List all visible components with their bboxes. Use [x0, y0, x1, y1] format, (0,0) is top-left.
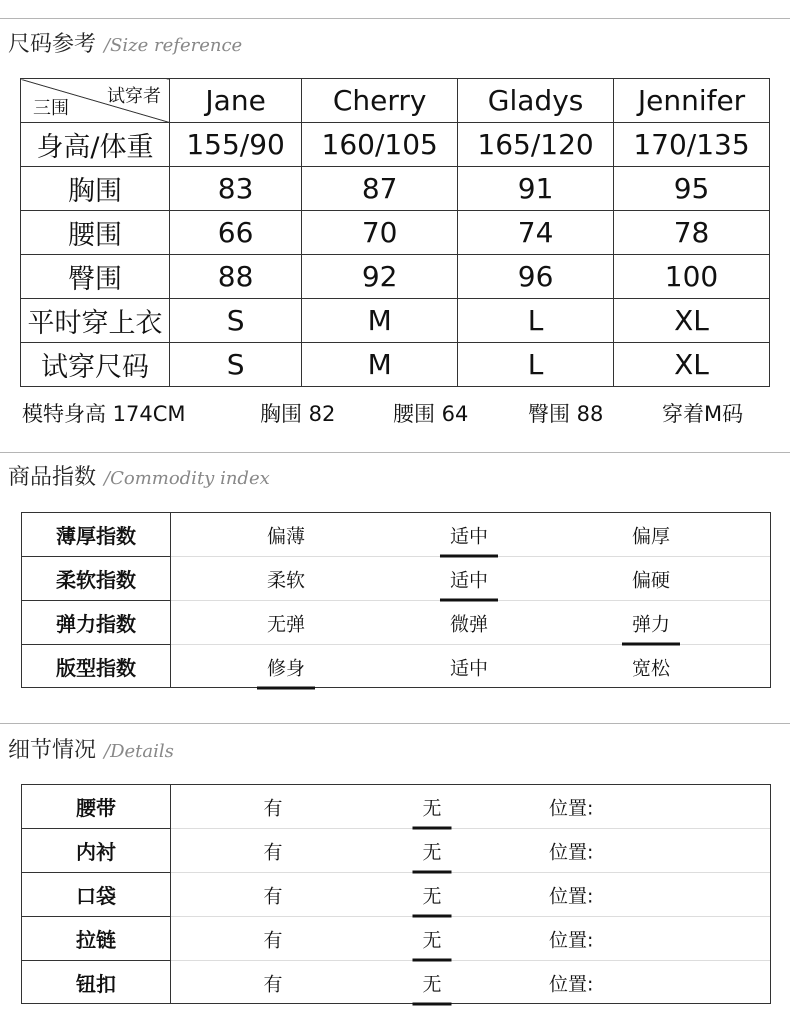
size-row-label: 平时穿上衣 — [21, 299, 170, 343]
commodity-option-selected: 弹力 — [632, 609, 670, 636]
details-position-label: 位置: — [549, 885, 594, 907]
size-table-header-row — [21, 79, 770, 123]
size-value: 66 — [170, 211, 302, 255]
size-value: XL — [614, 299, 770, 343]
details-options — [171, 829, 771, 873]
details-yes: 有 — [263, 885, 283, 907]
commodity-row-label: 版型指数 — [22, 645, 171, 689]
corner-top-label: 试穿者 — [107, 86, 161, 107]
details-options — [171, 785, 771, 829]
size-title-cn: 尺码参考 — [8, 32, 97, 57]
commodity-option-selected: 修身 — [267, 653, 305, 680]
commodity-option-selected: 适中 — [450, 521, 488, 548]
size-value: M — [302, 299, 458, 343]
size-title-en: /Size reference — [104, 35, 243, 56]
size-value: 91 — [458, 167, 614, 211]
size-value: 165/120 — [458, 123, 614, 167]
commodity-option: 无弹 — [266, 613, 306, 635]
commodity-section-title — [8, 460, 270, 491]
corner-bottom-label: 三围 — [33, 98, 69, 119]
details-row-label: 钮扣 — [22, 961, 171, 1005]
commodity-option: 偏硬 — [631, 569, 671, 591]
section-divider — [0, 452, 790, 453]
size-row-label: 腰围 — [21, 211, 170, 255]
details-position-label: 位置: — [549, 841, 594, 863]
details-no: 无 — [422, 925, 441, 952]
details-position-label: 位置: — [549, 929, 594, 951]
size-row-label: 胸围 — [21, 167, 170, 211]
commodity-row-label: 弹力指数 — [22, 601, 171, 645]
size-value: 88 — [170, 255, 302, 299]
section-divider — [0, 18, 790, 19]
size-value: 83 — [170, 167, 302, 211]
details-table — [22, 785, 770, 1004]
size-row-label: 试穿尺码 — [21, 343, 170, 387]
details-row — [22, 873, 770, 917]
commodity-row — [22, 601, 770, 645]
details-options — [171, 873, 771, 917]
model-name: Cherry — [302, 79, 458, 123]
commodity-option: 适中 — [449, 657, 489, 679]
size-row — [21, 211, 770, 255]
details-no: 无 — [422, 837, 441, 864]
size-value: XL — [614, 343, 770, 387]
details-title-cn: 细节情况 — [8, 738, 97, 763]
size-value: L — [458, 299, 614, 343]
details-options — [171, 917, 771, 961]
commodity-row-label: 薄厚指数 — [22, 513, 171, 557]
commodity-option: 微弹 — [449, 613, 489, 635]
commodity-option: 柔软 — [266, 569, 306, 591]
commodity-option: 偏薄 — [266, 525, 306, 547]
commodity-row — [22, 557, 770, 601]
size-row — [21, 123, 770, 167]
model-info — [22, 398, 772, 428]
details-title-en: /Details — [104, 741, 174, 762]
size-value: 95 — [614, 167, 770, 211]
details-no: 无 — [422, 969, 441, 996]
size-row-label: 臀围 — [21, 255, 170, 299]
details-options — [171, 961, 771, 1005]
section-divider — [0, 723, 790, 724]
details-yes: 有 — [263, 929, 283, 951]
commodity-options — [171, 601, 771, 645]
commodity-row-label: 柔软指数 — [22, 557, 171, 601]
details-row — [22, 917, 770, 961]
size-value: 70 — [302, 211, 458, 255]
commodity-option: 偏厚 — [631, 525, 671, 547]
size-row — [21, 167, 770, 211]
model-waist: 腰围 64 — [393, 402, 469, 426]
size-section-title — [8, 27, 242, 58]
corner-cell — [21, 79, 170, 123]
commodity-options — [171, 557, 771, 601]
size-table — [20, 78, 770, 387]
size-value: S — [170, 299, 302, 343]
size-value: 100 — [614, 255, 770, 299]
details-row — [22, 829, 770, 873]
details-no: 无 — [422, 793, 441, 820]
commodity-option-selected: 适中 — [450, 565, 488, 592]
model-hip: 臀围 88 — [528, 402, 604, 426]
size-value: 170/135 — [614, 123, 770, 167]
commodity-title-en: /Commodity index — [104, 468, 270, 489]
size-value: 96 — [458, 255, 614, 299]
details-row-label: 口袋 — [22, 873, 171, 917]
model-bust: 胸围 82 — [260, 402, 336, 426]
model-name: Gladys — [458, 79, 614, 123]
model-wearing: 穿着M码 — [662, 402, 744, 426]
details-row-label: 腰带 — [22, 785, 171, 829]
commodity-row — [22, 513, 770, 557]
details-no: 无 — [422, 881, 441, 908]
details-row-label: 拉链 — [22, 917, 171, 961]
size-row — [21, 299, 770, 343]
model-height: 模特身高 174CM — [22, 402, 186, 426]
commodity-title-cn: 商品指数 — [8, 465, 97, 490]
model-name: Jennifer — [614, 79, 770, 123]
size-value: L — [458, 343, 614, 387]
size-value: 160/105 — [302, 123, 458, 167]
commodity-option: 宽松 — [631, 657, 671, 679]
details-yes: 有 — [263, 973, 283, 995]
details-position-label: 位置: — [549, 797, 594, 819]
commodity-options — [171, 645, 771, 689]
size-row — [21, 343, 770, 387]
commodity-index-table — [22, 513, 770, 688]
details-yes: 有 — [263, 841, 283, 863]
size-value: 78 — [614, 211, 770, 255]
size-value: 155/90 — [170, 123, 302, 167]
size-value: S — [170, 343, 302, 387]
size-value: 92 — [302, 255, 458, 299]
model-name: Jane — [170, 79, 302, 123]
details-row — [22, 785, 770, 829]
size-row-label: 身高/体重 — [21, 123, 170, 167]
commodity-row — [22, 645, 770, 689]
details-row-label: 内衬 — [22, 829, 171, 873]
details-section-title — [8, 733, 174, 764]
size-row — [21, 255, 770, 299]
details-position-label: 位置: — [549, 973, 594, 995]
size-value: 87 — [302, 167, 458, 211]
commodity-options — [171, 513, 771, 557]
size-value: M — [302, 343, 458, 387]
details-yes: 有 — [263, 797, 283, 819]
size-value: 74 — [458, 211, 614, 255]
details-row — [22, 961, 770, 1005]
